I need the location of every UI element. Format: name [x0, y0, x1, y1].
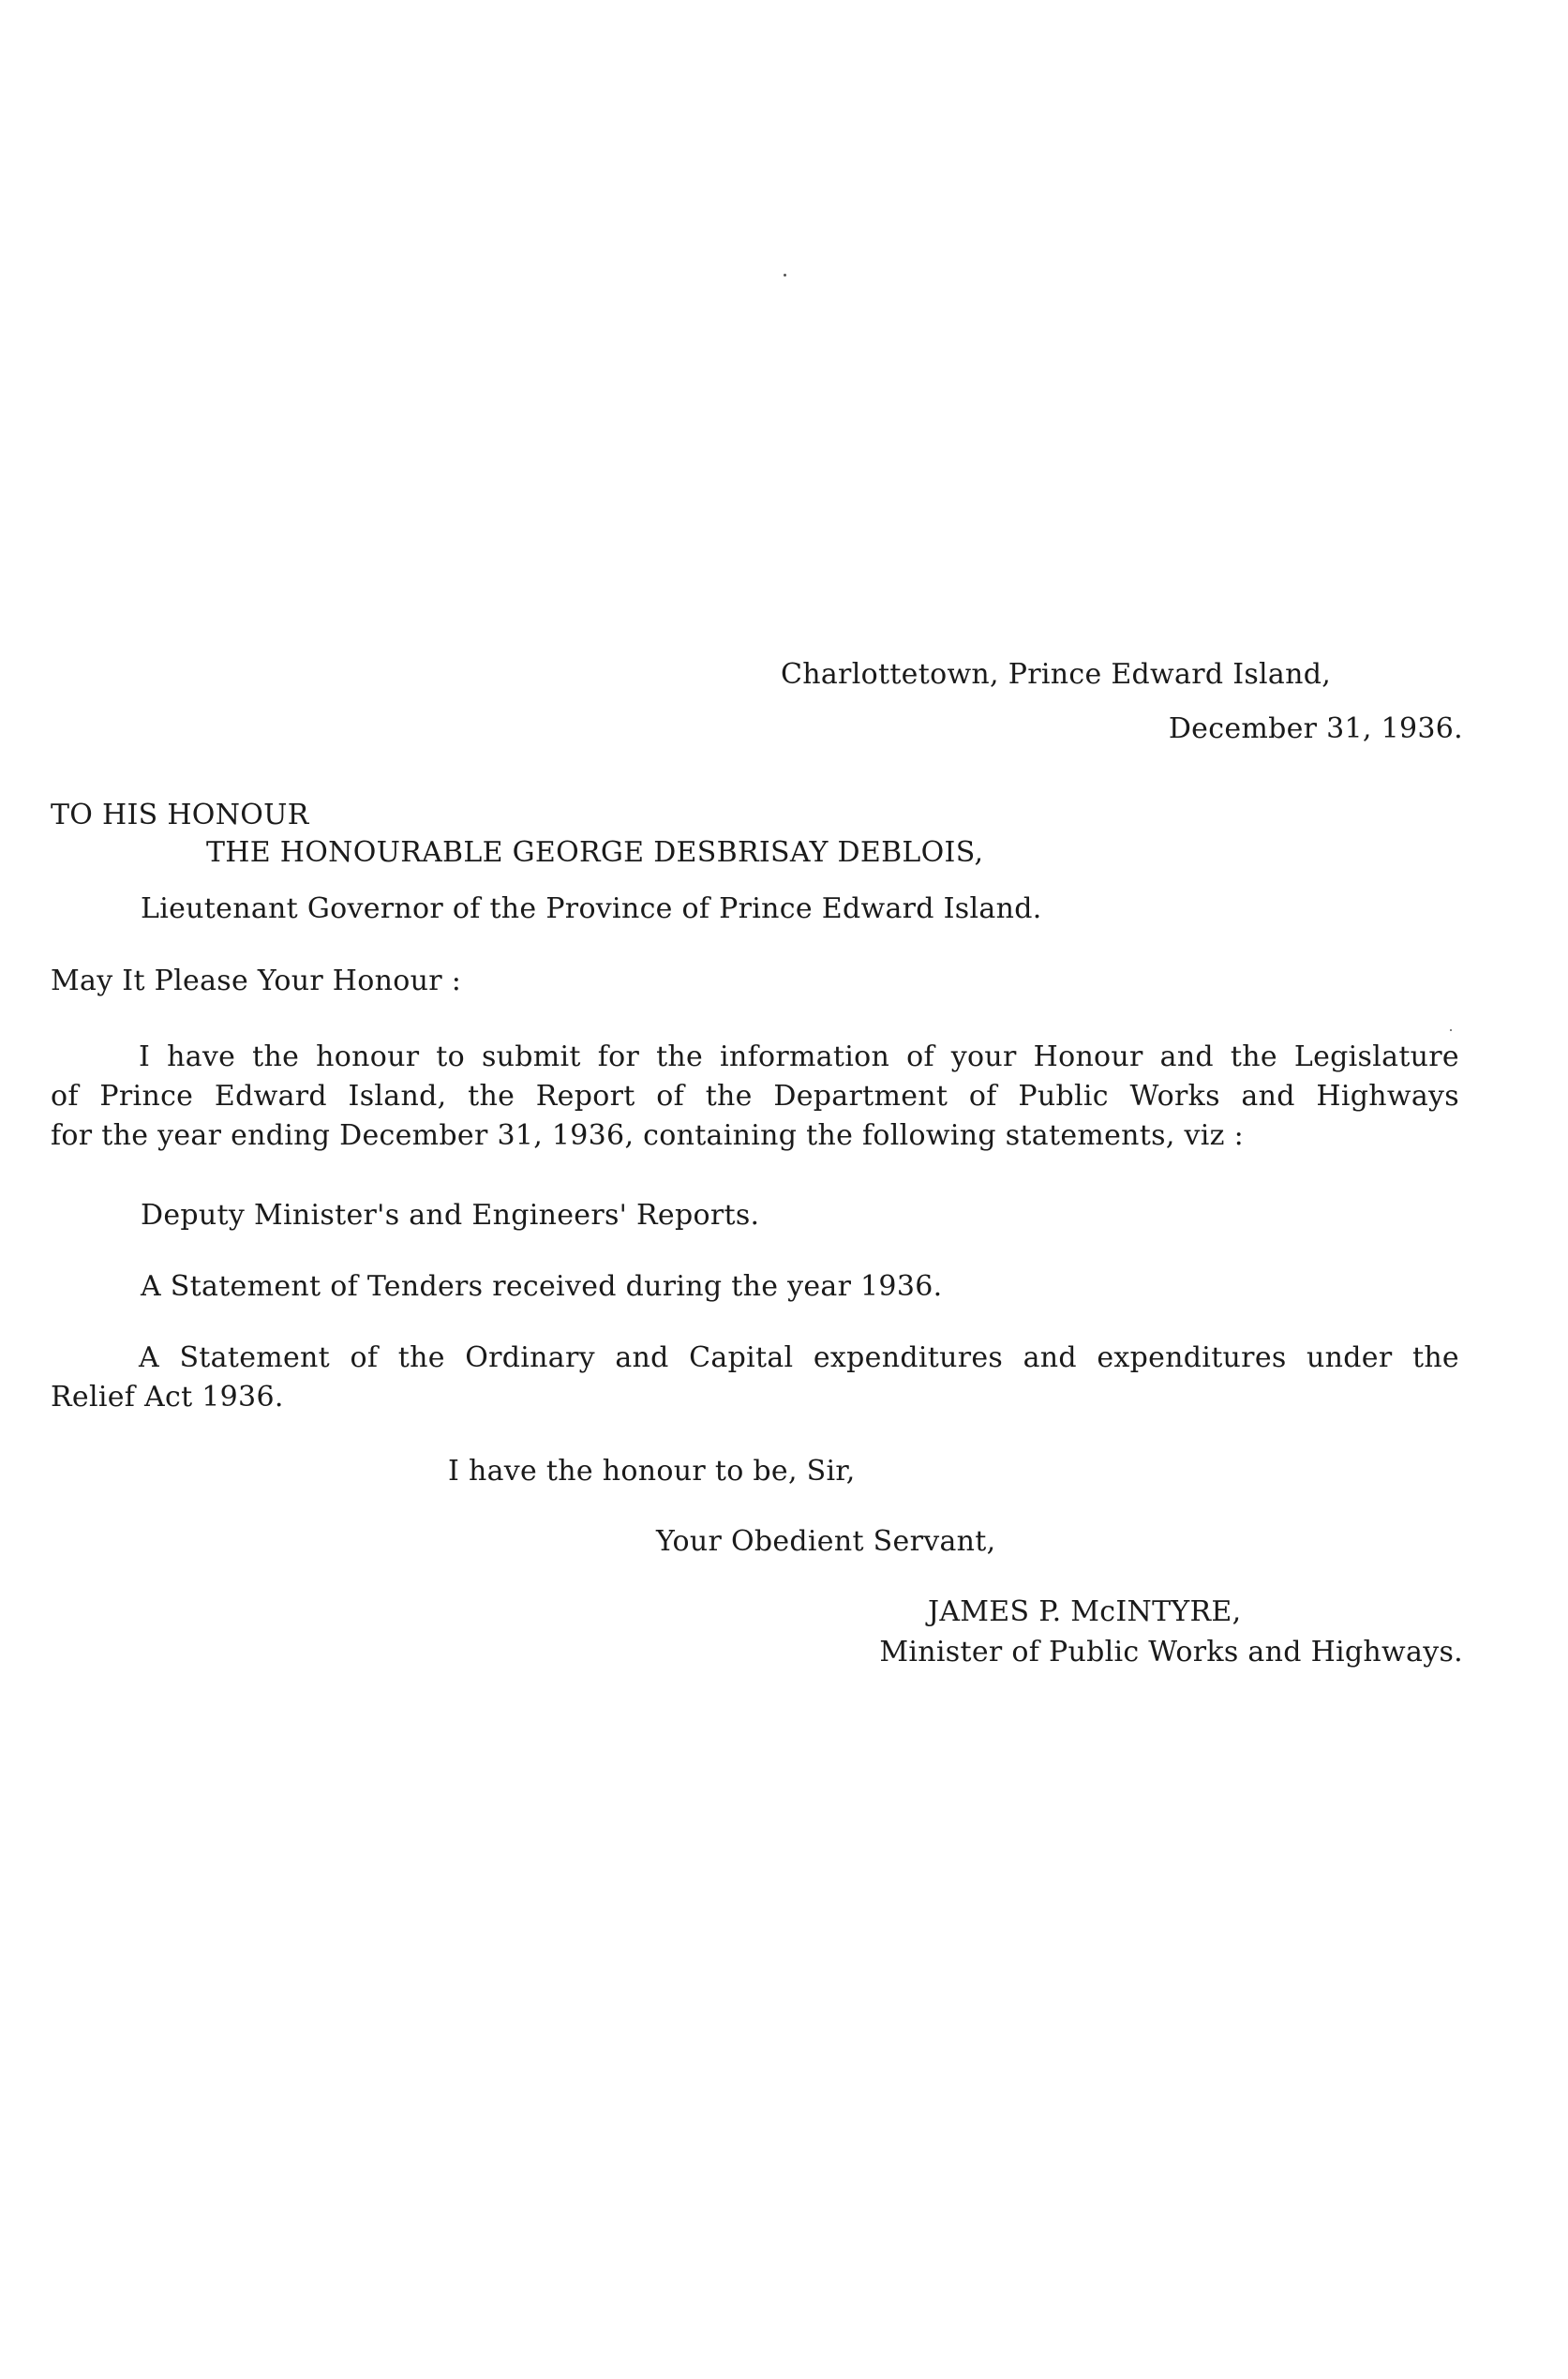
intro-line-2: of Prince Edward Island, the Report of the Department of Public Works and Highways [51, 1080, 1459, 1113]
salutation: May It Please Your Honour : [51, 965, 462, 997]
statement-item-3 [51, 1339, 1459, 1417]
closing-line-1: I have the honour to be, Sir, [448, 1455, 856, 1488]
intro-paragraph [51, 1038, 1459, 1156]
letter-place: Charlottetown, Prince Edward Island, [781, 658, 1332, 691]
closing-line-2: Your Obedient Servant, [656, 1525, 996, 1558]
letter-date: December 31, 1936. [1168, 712, 1463, 745]
signature-title: Minister of Public Works and Highways. [879, 1636, 1463, 1668]
addressee-line-1: TO HIS HONOUR [51, 799, 309, 831]
addressee-line-2: THE HONOURABLE GEORGE DESBRISAY DEBLOIS, [206, 836, 984, 869]
scan-speck [784, 274, 786, 277]
statement-item-3-line-1: A Statement of the Ordinary and Capital expenditures and expenditures under the [139, 1341, 1459, 1374]
addressee-line-3: Lieutenant Governor of the Province of Prince Edward Island. [141, 892, 1042, 925]
statement-item-3-line-2: Relief Act 1936. [51, 1381, 284, 1414]
scan-speck [1450, 1029, 1452, 1031]
statement-item-2: A Statement of Tenders received during the year 1936. [141, 1270, 943, 1303]
statement-item-1: Deputy Minister's and Engineers' Reports. [141, 1199, 760, 1232]
signature-name: JAMES P. McINTYRE, [928, 1595, 1242, 1628]
intro-line-1: I have the honour to submit for the information of your Honour and the Legislature [139, 1040, 1459, 1073]
intro-line-3: for the year ending December 31, 1936, containing the following statements, viz : [51, 1119, 1245, 1152]
